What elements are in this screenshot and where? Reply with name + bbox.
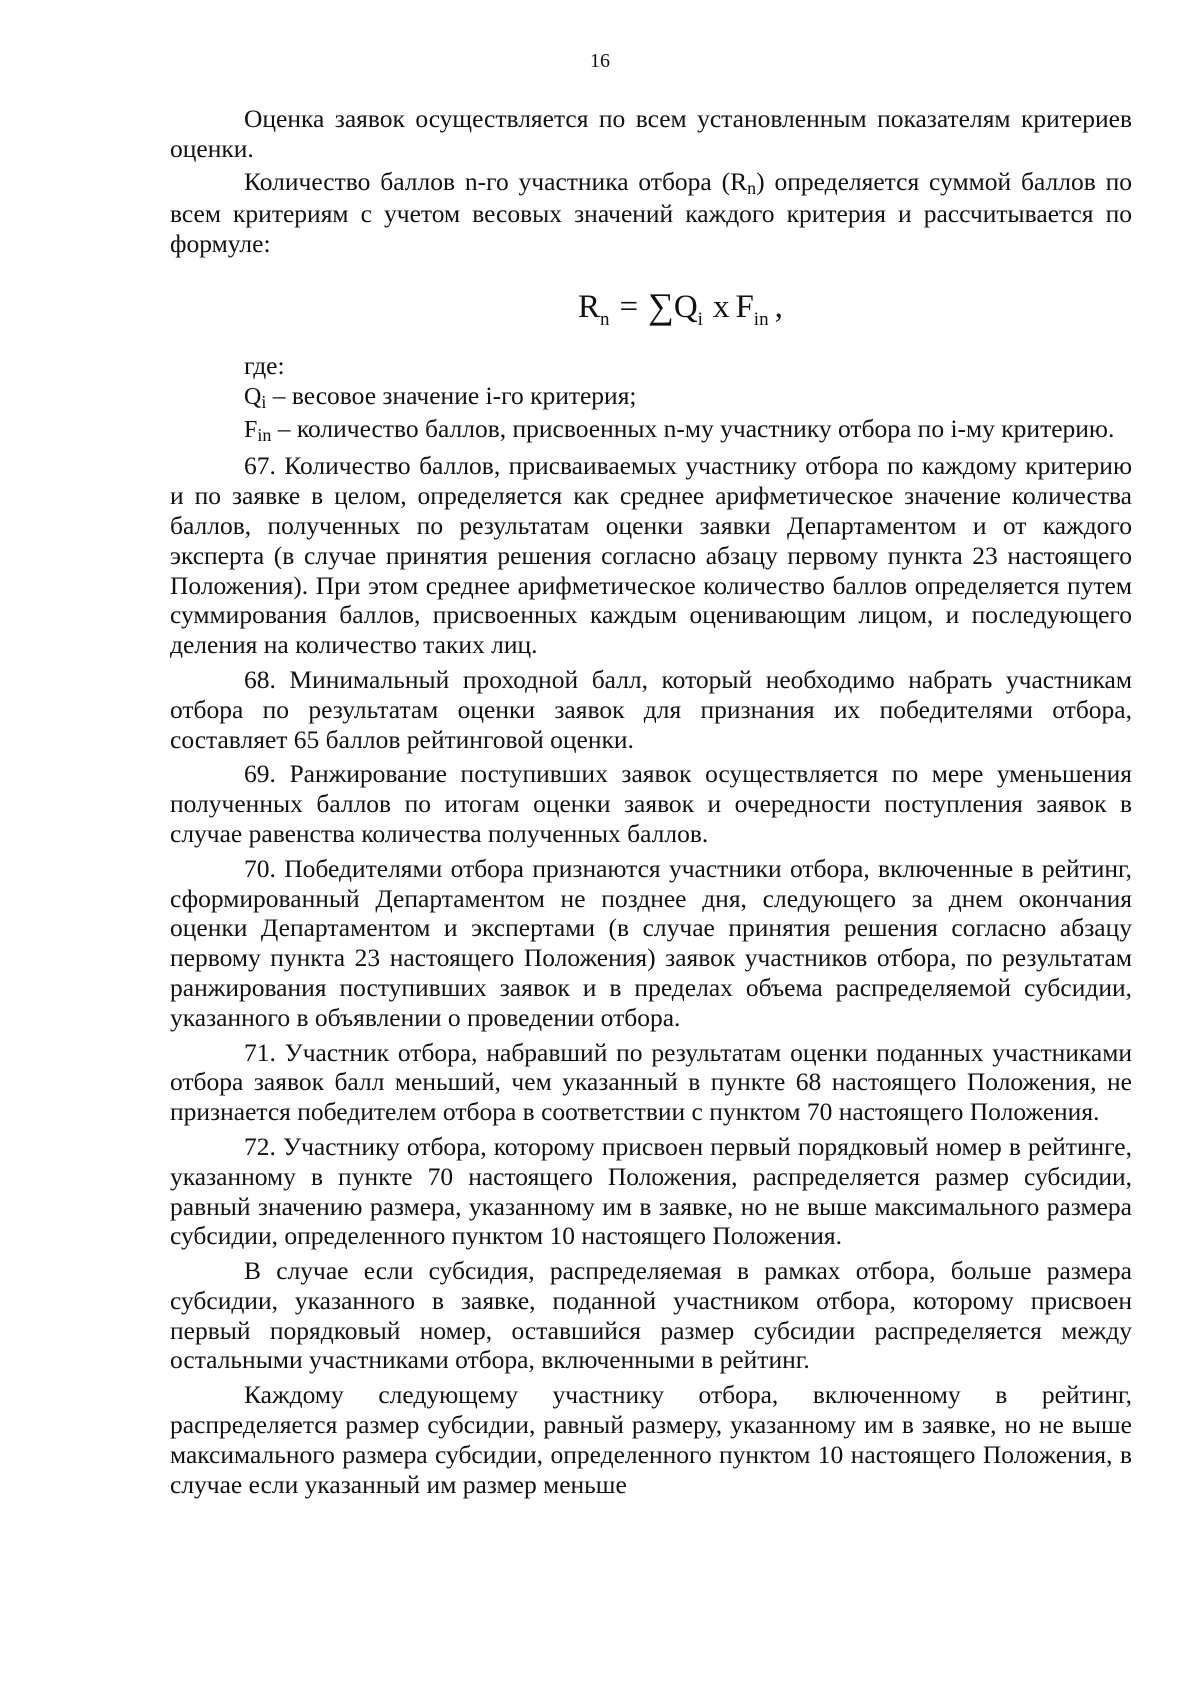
paragraph-68: 68. Минимальный проходной балл, который необходимо набрать участникам отбора по результатам оценки заявок для признания их победителями отбора, составляет 65 баллов рейтинговой оценки.	[170, 664, 1132, 754]
formula-f-sub: in	[753, 308, 769, 330]
formula-q-sub: i	[697, 308, 703, 330]
paragraph-69: 69. Ранжирование поступивших заявок осуществляется по мере уменьшения полученных баллов по итогам оценки заявок и очередности поступления заявок в случае равенства количества полученных баллов.	[170, 759, 1132, 848]
document-body	[170, 104, 1132, 1499]
formula-r-sub: n	[600, 308, 610, 330]
paragraph-72: 72. Участнику отбора, которому присвоен первый порядковый номер в рейтинге, указанному в пункте 70 настоящего Положения, распределяется размер субсидии, равный значению размера, указанному им в заявке, но не выше максимального размера субсидии, определенного пунктом 10 настоящего Положения.	[170, 1131, 1132, 1251]
paragraph-72-second: В случае если субсидия, распределяемая в рамках отбора, больше размера субсидии, указанного в заявке, поданной участником отбора, которому присвоен первый порядковый номер, оставшийся размер субсидии распределяется между остальными участниками отбора, включенными в рейтинг.	[170, 1256, 1132, 1375]
score-text-start: Количество баллов n-го участника отбора (R	[244, 166, 748, 196]
formula-r: R	[578, 288, 601, 325]
formula-expression	[578, 285, 783, 332]
formula-f: F	[735, 288, 754, 325]
formula-sigma: ∑	[648, 285, 674, 326]
formula-comma: ,	[774, 288, 783, 325]
paragraph-score-definition	[170, 167, 1132, 259]
formula-times: x	[712, 288, 730, 325]
paragraph-71: 71. Участник отбора, набравший по результатам оценки поданных участниками отбора заявок балл меньший, чем указанный в пункте 68 настоящего Положения, не признается победителем отбора в соответствии с пунктом 70 настоящего Положения.	[170, 1037, 1132, 1127]
score-subscript: n	[747, 177, 757, 198]
definition-f-text: – количество баллов, присвоенных n-му участнику отбора по i-му критерию.	[271, 413, 1115, 443]
formula-q: Q	[673, 288, 698, 325]
definition-f-subscript: in	[257, 424, 272, 445]
definition-q-subscript: i	[261, 391, 267, 412]
formula-equals: =	[619, 288, 639, 325]
definition-q-symbol: Q	[244, 383, 262, 410]
page-number: 16	[590, 50, 610, 72]
paragraph-where: где:	[244, 350, 285, 380]
paragraph-72-third: Каждому следующему участнику отбора, включенному в рейтинг, распределяется размер субсидии, равный размеру, указанному им в заявке, но не выше максимального размера субсидии, определенного пунктом 10 настоящего Положения, в случае если указанный им размер меньше	[170, 1380, 1132, 1499]
paragraph-assessment: Оценка заявок осуществляется по всем установленным показателям критериев оценки.	[170, 104, 1132, 163]
paragraph-70: 70. Победителями отбора признаются участники отбора, включенные в рейтинг, сформированный Департаментом не позднее дня, следующего за днем окончания оценки Департаментом и экспертами (в случае принятия решения согласно абзацу первому пункта 23 настоящего Положения) заявок участников отбора, по результатам ранжирования поступивших заявок и в пределах объема распределяемой субсидии, указанного в объявлении о проведении отбора.	[170, 853, 1132, 1032]
definition-f	[170, 414, 1132, 447]
paragraph-67: 67. Количество баллов, присваиваемых участнику отбора по каждому критерию и по заявке в целом, определяется как среднее арифметическое значение количества баллов, полученных по результатам оценки заявки Департаментом и от каждого эксперта (в случае принятия решения согласно абзацу первому пункта 23 настоящего Положения). При этом среднее арифметическое количество баллов определяется путем суммирования баллов, присвоенных каждым оценивающим лицом, и последующего деления на количество таких лиц.	[170, 451, 1132, 660]
score-formula	[170, 263, 1132, 351]
definition-q-text: – весовое значение i-го критерия;	[266, 380, 637, 410]
definition-q	[170, 381, 1132, 414]
score-text-rest: ) определяется суммой баллов по всем критериям с учетом весовых значений каждого критерия и рассчитывается по формуле:	[170, 166, 1133, 259]
definition-f-symbol: F	[244, 416, 258, 443]
